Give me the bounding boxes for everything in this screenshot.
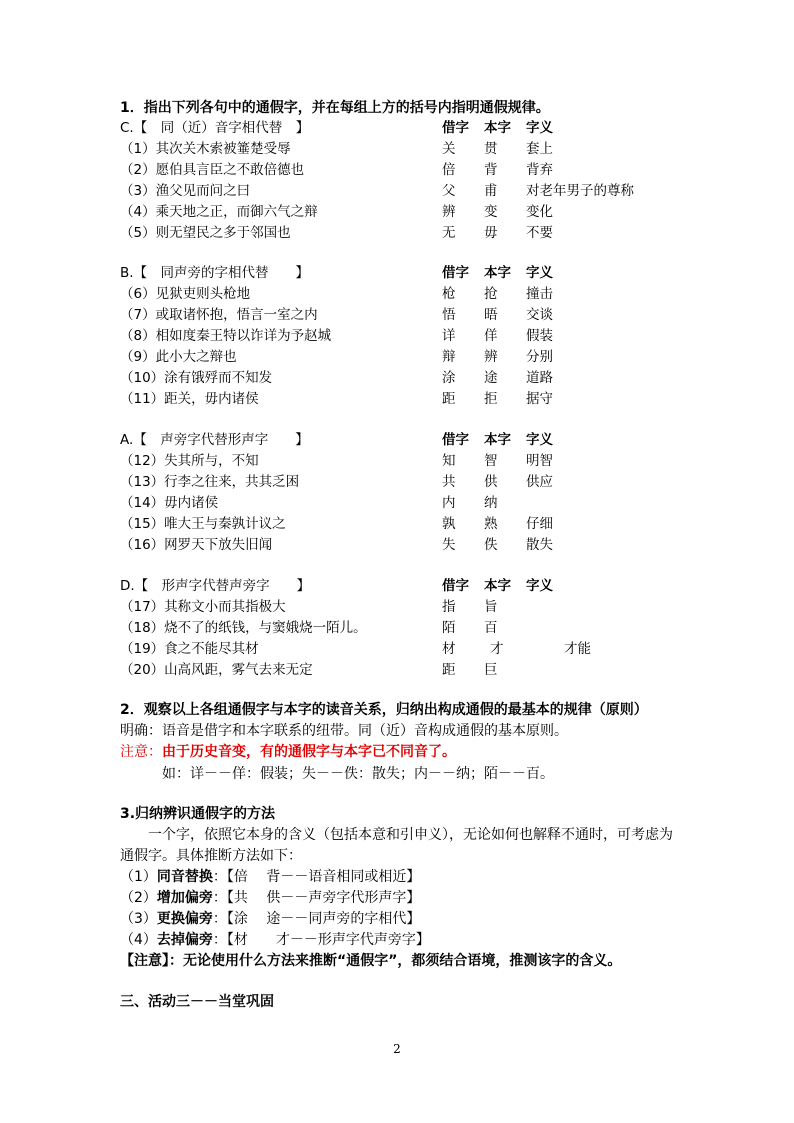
- meaning: 不要: [526, 225, 553, 241]
- table-row: [120, 472, 680, 492]
- col-label-meaning: 字义: [526, 265, 553, 281]
- sentence: （2）愿伯具言臣之不敢倍德也: [120, 162, 305, 178]
- table-row: [120, 597, 680, 617]
- question-2-answer: 明确：语音是借字和本字联系的纽带。同（近）音构成通假的基本原则。: [120, 723, 568, 739]
- meaning: 对老年男子的尊称: [526, 183, 634, 199]
- table-row: [120, 326, 680, 346]
- original-char: 佯: [484, 328, 498, 344]
- sentence: （13）行李之往来，共其乏困: [120, 474, 300, 490]
- original-char: 途: [484, 370, 498, 386]
- meaning: 才能: [564, 641, 591, 657]
- col-label-borrowed: 借字: [442, 432, 469, 448]
- original-char: 贯: [484, 141, 498, 157]
- sentence: （8）相如度秦王特以诈详为予赵城: [120, 328, 332, 344]
- meaning: 假装: [526, 328, 553, 344]
- sentence: （15）唯大王与秦孰计议之: [120, 516, 286, 532]
- table-row: [120, 347, 680, 367]
- group-c-header-row: [120, 118, 680, 138]
- meaning: 背弃: [526, 162, 553, 178]
- sentence: （19）食之不能尽其材: [120, 641, 259, 657]
- sentence: （7）或取诸怀抱，悟言一室之内: [120, 307, 318, 323]
- meaning: 撞击: [526, 286, 553, 302]
- original-char: 巨: [484, 662, 498, 678]
- method-number: （4）: [120, 932, 157, 948]
- col-label-original: 本字: [484, 432, 511, 448]
- meaning: 交谈: [526, 307, 553, 323]
- sentence: （3）渔父见而问之曰: [120, 183, 251, 199]
- method-number: （2）: [120, 890, 157, 906]
- table-row: [120, 139, 680, 159]
- table-row: [120, 639, 680, 659]
- borrowed-char: 失: [442, 537, 456, 553]
- sentence: （9）此小大之辩也: [120, 349, 237, 365]
- sentence: （14）毋内诸侯: [120, 495, 219, 511]
- table-row: [120, 493, 680, 513]
- method-label: 去掉偏旁: [156, 932, 213, 948]
- original-char: 毋: [484, 225, 498, 241]
- method-number: （3）: [120, 911, 157, 927]
- original-char: 熟: [484, 516, 498, 532]
- borrowed-char: 辩: [442, 349, 456, 365]
- borrowed-char: 关: [442, 141, 456, 157]
- borrowed-char: 孰: [442, 516, 456, 532]
- borrowed-char: 内: [442, 495, 456, 511]
- group-d-header-row: [120, 576, 680, 596]
- table-row: [120, 368, 680, 388]
- original-char: 百: [484, 620, 498, 636]
- col-label-original: 本字: [484, 120, 511, 136]
- table-row: [120, 535, 680, 555]
- meaning: 变化: [526, 204, 553, 220]
- original-char: 供: [484, 474, 498, 490]
- method-detail: ：【共 供－－声旁字代形声字】: [212, 890, 421, 906]
- borrowed-char: 悟: [442, 307, 456, 323]
- question-3-paragraph-line-2: 通假字。具体推断方法如下：: [120, 848, 302, 864]
- method-number: （1）: [120, 869, 157, 885]
- group-b-header: B.【 同声旁的字相代替 】: [120, 265, 310, 281]
- borrowed-char: 无: [442, 225, 456, 241]
- borrowed-char: 陌: [442, 620, 456, 636]
- method-detail: ：【涂 途－－同声旁的字相代】: [212, 911, 421, 927]
- col-label-original: 本字: [484, 578, 511, 594]
- sentence: （10）涂有饿殍而不知发: [120, 370, 273, 386]
- meaning: 分别: [526, 349, 553, 365]
- question-2-example: 如：详－－佯：假装；失－－佚：散失；内－－纳；陌－－百。: [162, 766, 554, 782]
- original-char: 才: [490, 641, 504, 657]
- table-row: [120, 305, 680, 325]
- borrowed-char: 辨: [442, 204, 456, 220]
- borrowed-char: 父: [442, 183, 456, 199]
- sentence: （4）乘天地之正，而御六气之辩: [120, 204, 318, 220]
- table-row: [120, 514, 680, 534]
- original-char: 拒: [484, 391, 498, 407]
- group-a-header: A.【 声旁字代替形声字 】: [120, 432, 309, 448]
- table-row: [120, 618, 680, 638]
- sentence: （6）见狱吏则头枪地: [120, 286, 251, 302]
- page-number: 2: [393, 1042, 401, 1056]
- table-row: [120, 181, 680, 201]
- sentence: （16）网罗天下放失旧闻: [120, 537, 273, 553]
- sentence: （11）距关，毋内诸侯: [120, 391, 259, 407]
- sentence: （1）其次关木索被箠楚受辱: [120, 141, 291, 157]
- method-detail: ：【材 才－－形声字代声旁字】: [212, 932, 430, 948]
- col-label-meaning: 字义: [526, 432, 553, 448]
- method-label: 增加偏旁: [156, 890, 213, 906]
- original-char: 变: [484, 204, 498, 220]
- method-item: [120, 909, 420, 929]
- original-char: 甫: [484, 183, 498, 199]
- col-label-original: 本字: [484, 265, 511, 281]
- col-label-meaning: 字义: [526, 120, 553, 136]
- method-item: [120, 930, 430, 950]
- original-char: 抢: [484, 286, 498, 302]
- question-2-note: [120, 742, 456, 762]
- group-c-header: C.【 同（近）音字相代替 】: [120, 120, 310, 136]
- col-label-borrowed: 借字: [442, 120, 469, 136]
- table-row: [120, 223, 680, 243]
- table-row: [120, 451, 680, 471]
- question-3-title: 3.归纳辨识通假字的方法: [120, 806, 276, 822]
- question-1-title: 1．指出下列各句中的通假字，并在每组上方的括号内指明通假规律。: [120, 100, 550, 116]
- table-row: [120, 389, 680, 409]
- method-detail: ：【倍 背－－语音相同或相近】: [212, 869, 421, 885]
- meaning: 套上: [526, 141, 553, 157]
- original-char: 智: [484, 453, 498, 469]
- sentence: （5）则无望民之多于邻国也: [120, 225, 291, 241]
- method-item: [120, 867, 420, 887]
- sentence: （17）其称文小而其指极大: [120, 599, 286, 615]
- question-2-title: 2．观察以上各组通假字与本字的读音关系，归纳出构成通假的最基本的规律（原则）: [120, 702, 648, 718]
- original-char: 佚: [484, 537, 498, 553]
- group-d-header: D.【 形声字代替声旁字 】: [120, 578, 311, 594]
- group-a-header-row: [120, 430, 680, 450]
- original-char: 辨: [484, 349, 498, 365]
- col-label-meaning: 字义: [526, 578, 553, 594]
- meaning: 仔细: [526, 516, 553, 532]
- meaning: 散失: [526, 537, 553, 553]
- borrowed-char: 涂: [442, 370, 456, 386]
- col-label-borrowed: 借字: [442, 265, 469, 281]
- original-char: 旨: [484, 599, 498, 615]
- group-b-header-row: [120, 263, 680, 283]
- original-char: 纳: [484, 495, 498, 511]
- borrowed-char: 距: [442, 391, 456, 407]
- original-char: 晤: [484, 307, 498, 323]
- table-row: [120, 160, 680, 180]
- table-row: [120, 660, 680, 680]
- note-label: 注意：: [120, 744, 162, 760]
- borrowed-char: 详: [442, 328, 456, 344]
- borrowed-char: 知: [442, 453, 456, 469]
- borrowed-char: 距: [442, 662, 456, 678]
- sentence: （18）烧不了的纸钱，与窦娥烧一陌儿。: [120, 620, 367, 636]
- borrowed-char: 枪: [442, 286, 456, 302]
- borrowed-char: 材: [442, 641, 456, 657]
- col-label-borrowed: 借字: [442, 578, 469, 594]
- sentence: （20）山高风距，雾气去来无定: [120, 662, 313, 678]
- borrowed-char: 倍: [442, 162, 456, 178]
- method-label: 同音替换: [156, 869, 213, 885]
- meaning: 道路: [526, 370, 553, 386]
- note-text: 由于历史音变，有的通假字与本字已不同音了。: [162, 744, 456, 760]
- table-row: [120, 284, 680, 304]
- meaning: 明智: [526, 453, 553, 469]
- method-item: [120, 888, 420, 908]
- borrowed-char: 指: [442, 599, 456, 615]
- meaning: 据守: [526, 391, 553, 407]
- sentence: （12）失其所与，不知: [120, 453, 259, 469]
- method-label: 更换偏旁: [156, 911, 213, 927]
- question-3-paragraph-line-1: 一个字，依照它本身的含义（包括本意和引申义），无论如何也解释不通时，可考虑为: [148, 827, 673, 843]
- table-row: [120, 202, 680, 222]
- question-3-note: 【注意】：无论使用什么方法来推断“通假字”，都须结合语境，推测该字的含义。: [120, 953, 622, 969]
- borrowed-char: 共: [442, 474, 456, 490]
- original-char: 背: [484, 162, 498, 178]
- section-3-heading: 三、活动三－－当堂巩固: [120, 994, 274, 1010]
- meaning: 供应: [526, 474, 553, 490]
